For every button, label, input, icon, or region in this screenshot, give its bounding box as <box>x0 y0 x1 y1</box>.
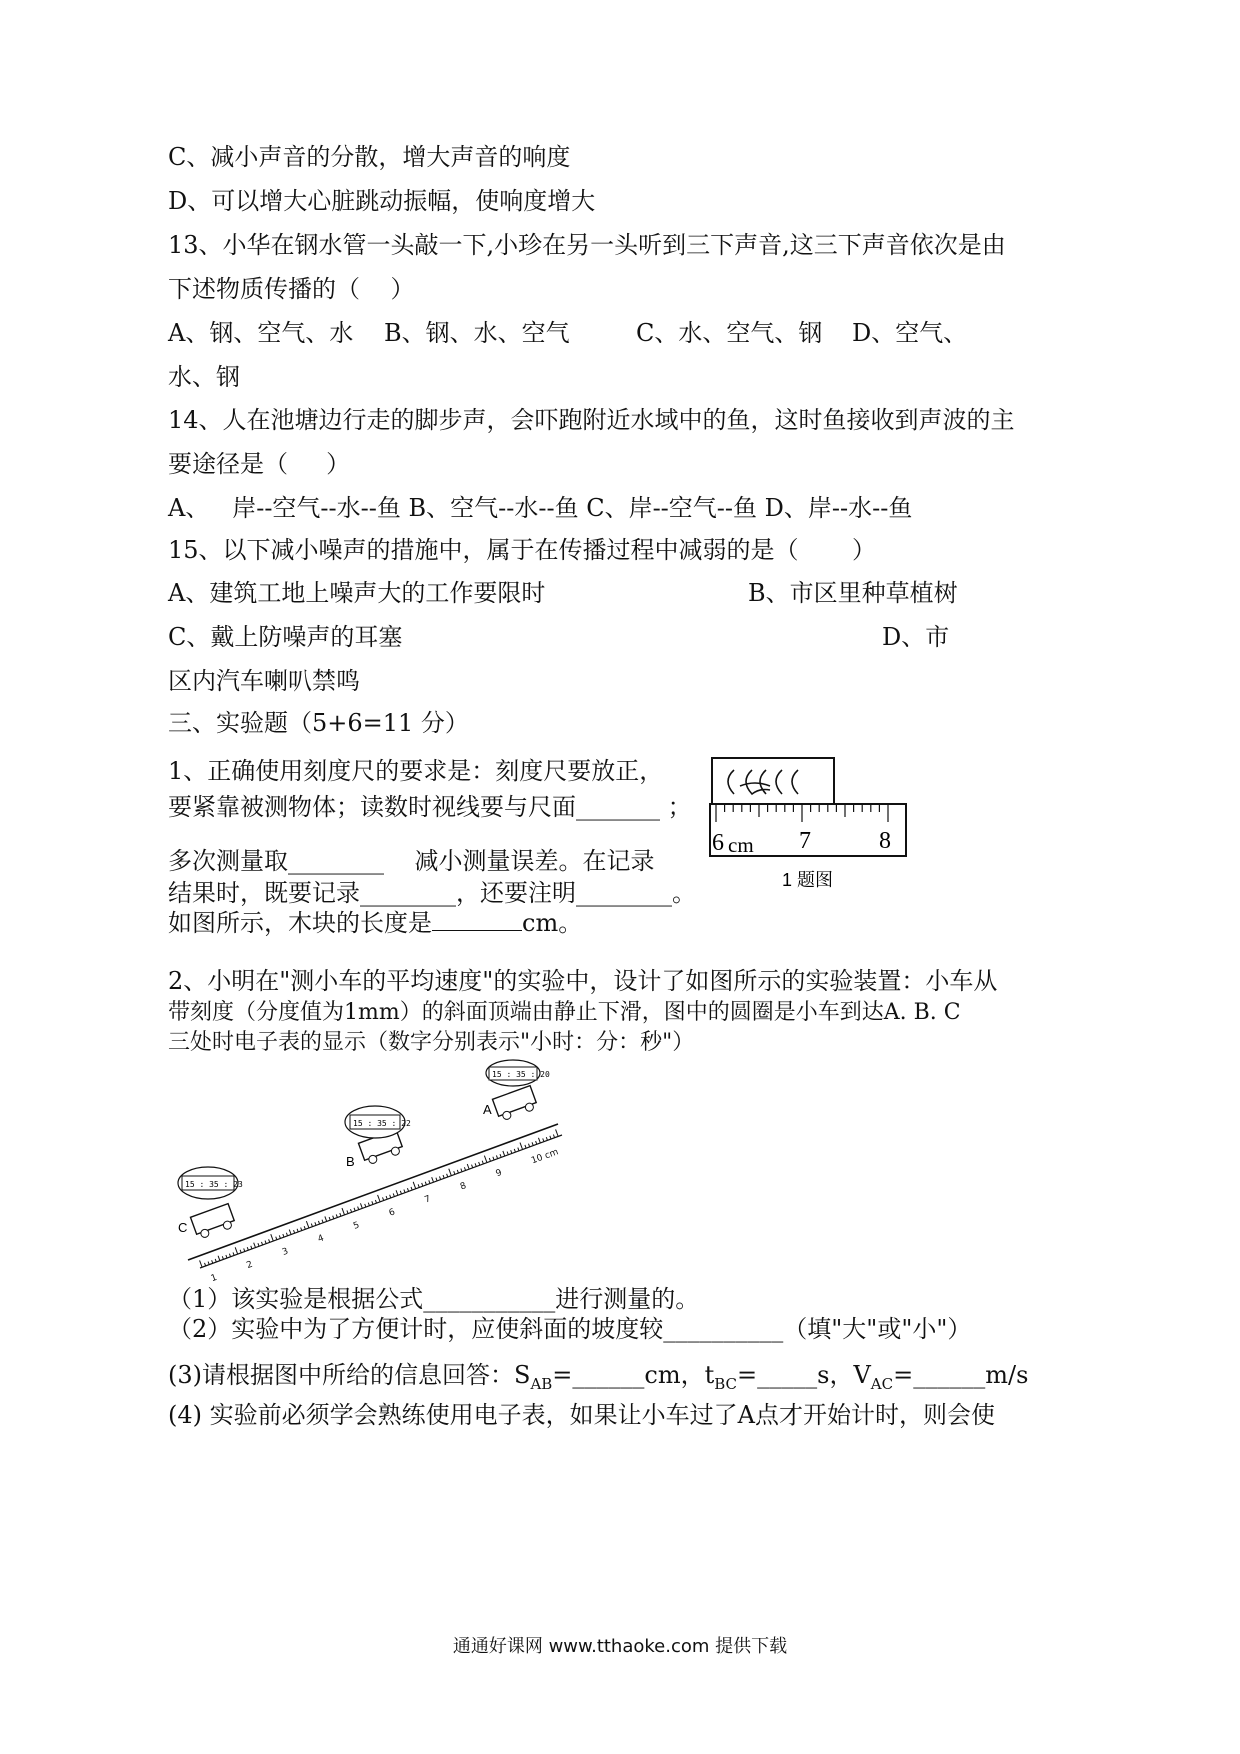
q15-option-a: A、建筑工地上噪声大的工作要限时 <box>168 579 546 607</box>
part-2: （2）实验中为了方便计时，应使斜面的坡度较__________（填"大"或"小"） <box>168 1315 972 1343</box>
part-3-end: =______m/s <box>893 1361 1029 1389</box>
incline-tick <box>472 1165 473 1168</box>
incline-tick <box>461 1169 462 1172</box>
clock-a-time: 15 : 35 : 20 <box>492 1070 550 1079</box>
incline-tick <box>342 1208 344 1215</box>
incline-tick <box>383 1197 384 1200</box>
wooden-block <box>712 758 834 804</box>
incline-tick <box>229 1254 230 1257</box>
exp1-line3: 多次测量取________ 减小测量误差。在记录 <box>168 847 655 875</box>
incline-tick <box>218 1256 220 1261</box>
incline-tick <box>520 1143 522 1150</box>
incline-tick <box>503 1151 505 1156</box>
incline-tick <box>507 1152 508 1155</box>
incline-tick-label: 8 <box>458 1181 468 1193</box>
incline-tick <box>294 1230 295 1233</box>
incline-tick <box>226 1255 227 1258</box>
incline-tick <box>279 1235 280 1238</box>
label-c: C <box>178 1220 188 1235</box>
clock-b-time: 15 : 35 : 22 <box>353 1119 411 1128</box>
label-a: A <box>483 1102 492 1117</box>
incline-tick <box>449 1169 451 1176</box>
exp2-line1: 2、小明在"测小车的平均速度"的实验中，设计了如图所示的实验装置：小车从 <box>168 967 998 995</box>
incline-tick-labels <box>210 1147 560 1284</box>
subscript-bc: BC <box>714 1374 738 1393</box>
q15-stem: 15、以下减小噪声的措施中，属于在传播过程中减弱的是（ ） <box>168 536 876 564</box>
incline-tick <box>422 1183 423 1186</box>
q15-option-c: C、戴上防噪声的耳塞 <box>168 623 403 651</box>
incline-tick <box>511 1150 512 1153</box>
ruler-label-8: 8 <box>879 828 891 854</box>
incline-tick <box>525 1145 526 1148</box>
subscript-ab: AB <box>530 1374 553 1393</box>
incline-tick <box>358 1207 359 1210</box>
incline-tick <box>518 1148 519 1151</box>
section-3-heading: 三、实验题（5+6=11 分） <box>168 709 469 737</box>
exp2-line2: 带刻度（分度值为1mm）的斜面顶端由静止下滑，图中的圆圈是小车到达A. B. C <box>168 1000 961 1025</box>
incline-tick <box>447 1174 448 1177</box>
incline-figure <box>170 1060 590 1285</box>
incline-tick <box>350 1209 351 1212</box>
q14-stem-line2: 要途径是（ ） <box>168 450 351 478</box>
incline-tick <box>289 1230 291 1235</box>
q13-option-d-cont: 水、钢 <box>168 363 240 391</box>
incline-tick <box>484 1156 486 1163</box>
part-3 <box>168 1360 1028 1399</box>
incline-tick <box>322 1220 323 1223</box>
ruler-label-7: 7 <box>799 828 811 854</box>
q13-option-a: A、钢、空气、水 <box>168 319 354 347</box>
q13-option-c: C、水、空气、钢 <box>636 319 823 347</box>
incline-tick <box>301 1228 302 1231</box>
incline-tick <box>258 1243 259 1246</box>
exp1-line5-prefix: 如图所示，木块的长度是 <box>168 909 432 937</box>
incline-tick <box>418 1184 419 1187</box>
incline-tick-label: 6 <box>387 1207 397 1219</box>
q15-option-d: D、市 <box>882 623 950 651</box>
incline-tick <box>425 1182 426 1185</box>
q13-stem-line1: 13、小华在钢水管一头敲一下,小珍在另一头听到三下声音,这三下声音依次是由 <box>168 231 1006 259</box>
incline-tick <box>390 1195 391 1198</box>
incline-tick <box>283 1234 284 1237</box>
incline-tick <box>514 1149 515 1152</box>
incline-tick <box>464 1167 465 1170</box>
incline-tick <box>436 1178 437 1181</box>
exp1-line2: 要紧靠被测物体；读数时视线要与尺面_______ ； <box>168 793 692 821</box>
incline-tick <box>413 1182 415 1189</box>
ruler-label-6: 6 <box>712 830 724 856</box>
incline-tick-label: 1 <box>209 1272 219 1285</box>
q12-option-c: C、减小声音的分散，增大声音的响度 <box>168 143 571 171</box>
incline-tick <box>493 1157 494 1160</box>
incline-tick <box>439 1176 440 1179</box>
incline-tick-label: 10 cm <box>530 1147 560 1167</box>
incline-tick <box>318 1221 319 1224</box>
incline-tick <box>443 1175 444 1178</box>
incline-tick <box>368 1203 369 1206</box>
incline-tick <box>528 1144 529 1147</box>
ruler-figure <box>700 756 920 896</box>
incline-tick <box>556 1129 558 1136</box>
part-3-mid2: =_____s，V <box>737 1361 871 1389</box>
incline-tick <box>396 1190 398 1195</box>
q15-option-d-cont: 区内汽车喇叭禁鸣 <box>168 667 360 695</box>
incline-tick <box>205 1263 206 1266</box>
incline-tick <box>467 1164 469 1169</box>
q13-option-b: B、钢、水、空气 <box>384 319 570 347</box>
incline-tick <box>482 1161 483 1164</box>
incline-tick <box>212 1260 213 1263</box>
incline-tick-label: 7 <box>423 1194 433 1206</box>
incline-tick <box>479 1162 480 1165</box>
q14-stem-line1: 14、人在池塘边行走的脚步声，会吓跑附近水域中的鱼，这时鱼接收到声波的主 <box>168 406 1015 434</box>
clock-c-time: 15 : 35 : 23 <box>185 1180 243 1189</box>
incline-tick <box>347 1210 348 1213</box>
incline-tick <box>354 1208 355 1211</box>
incline-tick <box>404 1190 405 1193</box>
exp2-line3: 三处时电子表的显示（数字分别表示"小时：分：秒"） <box>168 1030 695 1055</box>
incline-tick <box>297 1229 298 1232</box>
incline-tick <box>360 1203 362 1208</box>
incline-tick <box>276 1237 277 1240</box>
incline-tick <box>336 1214 337 1217</box>
cart-c <box>190 1204 236 1240</box>
incline-tick <box>200 1260 202 1267</box>
incline-tick <box>215 1259 216 1262</box>
incline-tick <box>496 1155 497 1158</box>
incline-tick <box>489 1158 490 1161</box>
incline-tick-label: 3 <box>280 1246 290 1258</box>
incline-tick <box>546 1137 547 1140</box>
answer-blank <box>432 908 522 931</box>
incline-tick <box>265 1241 266 1244</box>
part-4: (4) 实验前必须学会熟练使用电子表，如果让小车过了A点才开始计时，则会使 <box>168 1401 995 1429</box>
part-3-prefix: (3)请根据图中所给的信息回答：S <box>168 1361 531 1389</box>
incline-tick <box>553 1134 554 1137</box>
part-1: （1）该实验是根据公式___________进行测量的。 <box>168 1285 700 1313</box>
incline-tick <box>365 1204 366 1207</box>
incline-tick <box>329 1217 330 1220</box>
incline-tick <box>240 1250 241 1253</box>
incline-tick-label: 5 <box>352 1220 361 1232</box>
cart-a <box>492 1086 538 1122</box>
incline-tick <box>235 1247 237 1254</box>
part-3-mid1: =______cm，t <box>552 1361 715 1389</box>
incline-tick <box>333 1216 334 1219</box>
subscript-ac: AC <box>870 1374 894 1393</box>
incline-tick <box>457 1170 458 1173</box>
incline-tick-label: 2 <box>245 1259 255 1272</box>
exp1-line5-suffix: cm。 <box>522 909 583 937</box>
incline-tick <box>269 1239 270 1242</box>
incline-tick <box>315 1222 316 1225</box>
q13-stem-line2: 下述物质传播的（ ） <box>168 275 415 303</box>
incline-tick <box>532 1142 533 1145</box>
incline-tick <box>400 1191 401 1194</box>
incline-tick <box>432 1177 434 1182</box>
incline-tick <box>407 1188 408 1191</box>
incline-tick <box>261 1242 262 1245</box>
incline-tick <box>340 1213 341 1216</box>
incline-tick <box>244 1248 245 1251</box>
incline-tick <box>550 1136 551 1139</box>
exp1-line1: 1、正确使用刻度尺的要求是：刻度尺要放正， <box>168 757 664 785</box>
incline-tick <box>286 1233 287 1236</box>
incline-tick <box>247 1247 248 1250</box>
incline-tick <box>538 1138 540 1143</box>
incline-tick <box>411 1187 412 1190</box>
incline-tick <box>304 1226 305 1229</box>
incline-tick <box>378 1195 380 1202</box>
label-b: B <box>346 1154 355 1169</box>
ruler-caption: 1 题图 <box>782 870 834 890</box>
q13-option-d: D、空气、 <box>852 319 968 347</box>
incline-tick <box>536 1141 537 1144</box>
incline-tick <box>251 1246 252 1249</box>
incline-tick-label: 4 <box>316 1233 326 1245</box>
incline-tick <box>393 1193 394 1196</box>
page-footer: 通通好课网 www.tthaoke.com 提供下载 <box>452 1636 788 1657</box>
incline-tick <box>375 1200 376 1203</box>
incline-tick <box>429 1180 430 1183</box>
incline-tick <box>475 1163 476 1166</box>
exp1-line5 <box>168 908 582 938</box>
incline-tick <box>325 1216 327 1221</box>
incline-tick <box>208 1262 209 1265</box>
q14-options: A、 岸--空气--水--鱼 B、空气--水--鱼 C、岸--空气--鱼 D、岸--水--鱼 <box>168 494 913 522</box>
ruler-label-cm: cm <box>728 833 754 857</box>
incline-tick <box>454 1171 455 1174</box>
incline-tick <box>543 1138 544 1141</box>
incline-tick <box>233 1252 234 1255</box>
incline-tick <box>222 1256 223 1259</box>
incline-tick <box>254 1243 256 1248</box>
incline-tick <box>372 1201 373 1204</box>
incline-tick <box>311 1224 312 1227</box>
incline-tick <box>271 1234 273 1241</box>
incline-tick <box>386 1196 387 1199</box>
incline-tick-label: 9 <box>494 1168 504 1180</box>
incline-tick <box>500 1154 501 1157</box>
q12-option-d: D、可以增大心脏跳动振幅，使响度增大 <box>168 187 596 215</box>
q15-option-b: B、市区里种草植树 <box>748 579 958 607</box>
incline-tick <box>306 1221 308 1228</box>
exp1-line4: 结果时，既要记录________，还要注明________。 <box>168 879 696 907</box>
